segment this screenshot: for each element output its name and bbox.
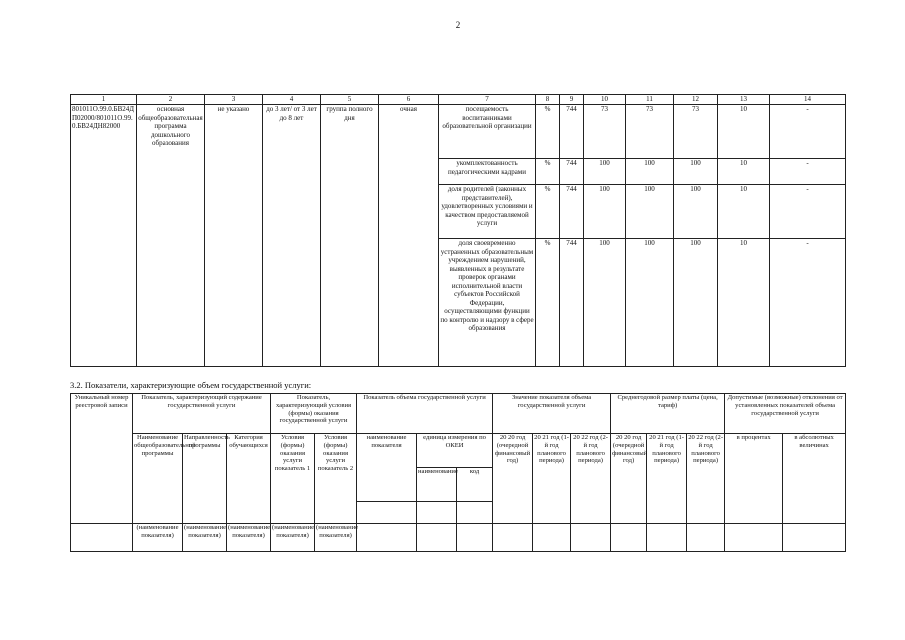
deviation-absolute-header: в абсолютных величинах: [783, 434, 846, 524]
unit-code-header: код: [457, 468, 493, 502]
indicator-name: доля своевременно устраненных образовательным учреждением нарушений, выявленных в результате проверок органами исполнительной власти субъектов Российской Федерации, осуществляющими функции по контролю и надзору в сфере образования: [439, 239, 536, 367]
empty-cell: [417, 524, 457, 552]
table-row: [71, 524, 846, 552]
empty-cell: [357, 502, 417, 524]
okei-code: 744: [560, 105, 584, 159]
deviation-percent: 10: [718, 185, 770, 239]
empty-cell: [457, 502, 493, 524]
value-year1: 100: [584, 159, 626, 185]
age-category: до 3 лет/ от 3 лет до 8 лет: [263, 105, 321, 367]
empty-cell: [611, 524, 647, 552]
header-cell: 3: [205, 95, 263, 105]
value-year3-header: 20 22 год (2-й год планового периода): [571, 434, 611, 524]
value-year3: 100: [674, 185, 718, 239]
empty-cell: [687, 524, 725, 552]
volume-name-header: наименование показателя: [357, 434, 417, 502]
okei-code: 744: [560, 185, 584, 239]
col3-value: не указано: [205, 105, 263, 367]
content-col2: Направленность программы: [183, 434, 227, 524]
deviation-percent: 10: [718, 159, 770, 185]
price-year1-header: 20 20 год (очередной финансовый год): [611, 434, 647, 524]
header-cell: 10: [584, 95, 626, 105]
header-cell: 2: [137, 95, 205, 105]
value-year1: 100: [584, 185, 626, 239]
header-cell: 5: [321, 95, 379, 105]
unit-name-header: наименование: [417, 468, 457, 502]
header-unique-number: Уникальный номер реестровой записи: [71, 394, 133, 524]
header-conditions-indicator: Показатель, характеризующий условия (формы) оказания государственной услуги: [271, 394, 357, 434]
content-col1: Наименование общеобразовательной программы: [133, 434, 183, 524]
sub-header: (наименование показателя): [133, 524, 183, 552]
header-cell: 13: [718, 95, 770, 105]
value-year1: 73: [584, 105, 626, 159]
content-col3: Категория обучающихся: [227, 434, 271, 524]
indicators-quality-table: [70, 94, 846, 367]
unit: %: [536, 239, 560, 367]
unit: %: [536, 159, 560, 185]
program-name: основная общеобразовательная программа дошкольного образования: [137, 105, 205, 367]
condition-col1: Условия (формы) оказания услуги показатель 1: [271, 434, 315, 524]
deviation-absolute: -: [770, 239, 846, 367]
price-year3-header: 20 22 год (2-й год планового периода): [687, 434, 725, 524]
volume-indicators-table: [70, 393, 846, 552]
deviation-absolute: -: [770, 159, 846, 185]
value-year3: 73: [674, 105, 718, 159]
okei-code: 744: [560, 159, 584, 185]
value-year3: 100: [674, 239, 718, 367]
empty-cell: [533, 524, 571, 552]
deviation-percent-header: в процентах: [725, 434, 783, 524]
indicator-name: доля родителей (законных представителей), удовлетворенных условиями и качеством предоставляемой услуги: [439, 185, 536, 239]
condition-col2: Условия (формы) оказания услуги показатель 2: [315, 434, 357, 524]
value-year2: 73: [626, 105, 674, 159]
registry-code: 801011О.99.0.БВ24ДП02000/801011О.99.0.БВ24ДН82000: [71, 105, 137, 367]
page-number: 2: [455, 20, 461, 30]
empty-cell: [71, 524, 133, 552]
header-cell: 12: [674, 95, 718, 105]
empty-cell: [417, 502, 457, 524]
value-year2: 100: [626, 185, 674, 239]
sub-header: (наименование показателя): [271, 524, 315, 552]
table-row: [71, 105, 846, 159]
header-cell: 14: [770, 95, 846, 105]
table-header-row: [71, 95, 846, 105]
value-year2-header: 20 21 год (1-й год планового периода): [533, 434, 571, 524]
deviation-absolute: -: [770, 105, 846, 159]
value-year1-header: 20 20 год (очередной финансовый год): [493, 434, 533, 524]
value-year1: 100: [584, 239, 626, 367]
section-title: 3.2. Показатели, характеризующие объем государственной услуги:: [70, 380, 312, 390]
header-average-price: Среднегодовой размер платы (цена, тариф): [611, 394, 725, 434]
empty-cell: [357, 524, 417, 552]
empty-cell: [725, 524, 783, 552]
sub-header: (наименование показателя): [183, 524, 227, 552]
empty-cell: [457, 524, 493, 552]
empty-cell: [647, 524, 687, 552]
group-type: группа полного дня: [321, 105, 379, 367]
indicator-name: посещаемость воспитанниками образовательной организации: [439, 105, 536, 159]
table-header-row: [71, 394, 846, 434]
volume-unit-header: единица измерения по ОКЕИ: [417, 434, 493, 468]
form-of-education: очная: [379, 105, 439, 367]
deviation-absolute: -: [770, 185, 846, 239]
indicator-name: укомплектованность педагогическими кадрами: [439, 159, 536, 185]
header-content-indicator: Показатель, характеризующий содержание государственной услуги: [133, 394, 271, 434]
header-volume-indicator: Показатель объема государственной услуги: [357, 394, 493, 434]
unit: %: [536, 105, 560, 159]
okei-code: 744: [560, 239, 584, 367]
deviation-percent: 10: [718, 105, 770, 159]
header-allowed-deviation: Допустимые (возможные) отклонения от установленных показателей объема государственной услуги: [725, 394, 846, 434]
sub-header: (наименование показателя): [315, 524, 357, 552]
value-year3: 100: [674, 159, 718, 185]
header-cell: 8: [536, 95, 560, 105]
header-cell: 1: [71, 95, 137, 105]
value-year2: 100: [626, 159, 674, 185]
value-year2: 100: [626, 239, 674, 367]
header-cell: 11: [626, 95, 674, 105]
table-header-row: [71, 434, 846, 468]
price-year2-header: 20 21 год (1-й год планового периода): [647, 434, 687, 524]
header-cell: 7: [439, 95, 536, 105]
empty-cell: [493, 524, 533, 552]
header-cell: 9: [560, 95, 584, 105]
empty-cell: [571, 524, 611, 552]
header-cell: 6: [379, 95, 439, 105]
header-volume-value: Значение показателя объема государственной услуги: [493, 394, 611, 434]
header-cell: 4: [263, 95, 321, 105]
empty-cell: [783, 524, 846, 552]
unit: %: [536, 185, 560, 239]
deviation-percent: 10: [718, 239, 770, 367]
sub-header: (наименование показателя): [227, 524, 271, 552]
